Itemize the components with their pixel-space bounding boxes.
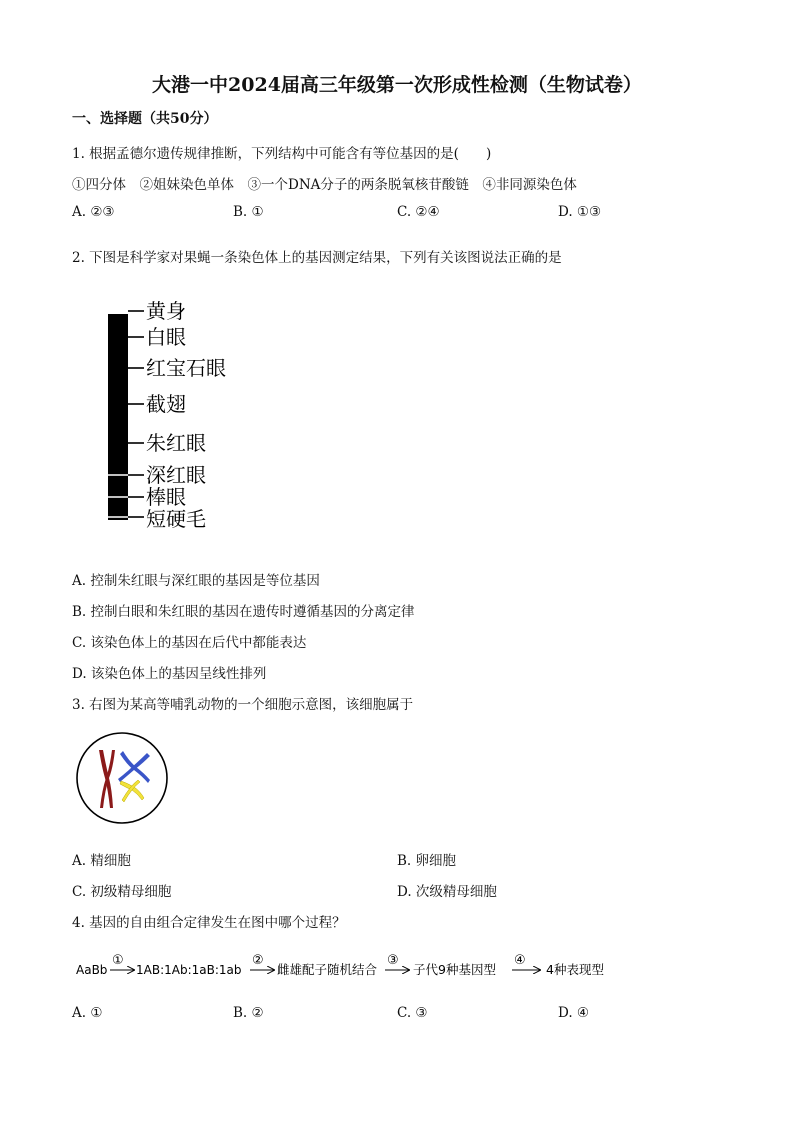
gene-label-ruby-eye: 红宝石眼 [146, 356, 226, 380]
q1-option-b[interactable]: B. ① [233, 204, 264, 220]
gene-label-bar-eye: 棒眼 [146, 485, 186, 509]
gene-label-short-bristle: 短硬毛 [146, 507, 206, 531]
q3-option-a[interactable]: A. 精细胞 [72, 853, 131, 869]
flow-fertilization: 雌雄配子随机结合 [277, 962, 378, 977]
q1-option-d[interactable]: D. ①③ [558, 204, 602, 220]
q1-option-a[interactable]: A. ②③ [72, 204, 115, 220]
q3-option-b[interactable]: B. 卵细胞 [397, 853, 457, 869]
q3-option-c[interactable]: C. 初级精母细胞 [72, 884, 172, 900]
flow-step-3: ③ [387, 953, 399, 968]
gene-label-cut-wing: 截翅 [146, 392, 186, 416]
gene-label-garnet-eye: 深红眼 [146, 463, 206, 487]
q2-stem: 2. 下图是科学家对果蝇一条染色体上的基因测定结果，下列有关该图说法正确的是 [72, 250, 562, 266]
gene-label-white-eye: 白眼 [146, 325, 186, 349]
q2-option-c[interactable]: C. 该染色体上的基因在后代中都能表达 [72, 635, 307, 651]
q1-stem: 1. 根据孟德尔遗传规律推断，下列结构中可能含有等位基因的是( ) [72, 146, 492, 162]
flow-parent-genotype: AaBb [76, 963, 108, 977]
gene-label-vermilion-eye: 朱红眼 [146, 431, 206, 455]
q3-option-d[interactable]: D. 次级精母细胞 [397, 884, 497, 900]
q2-option-a[interactable]: A. 控制朱红眼与深红眼的基因是等位基因 [72, 573, 320, 589]
flow-step-4: ④ [514, 953, 526, 968]
q4-stem: 4. 基因的自由组合定律发生在图中哪个过程？ [72, 915, 346, 931]
flow-phenotypes: 4种表现型 [546, 962, 604, 977]
cell-diagram [72, 728, 172, 828]
flow-step-2: ② [252, 953, 264, 968]
q4-option-c[interactable]: C. ③ [397, 1005, 428, 1021]
q3-stem: 3. 右图为某高等哺乳动物的一个细胞示意图，该细胞属于 [72, 697, 414, 713]
flow-step-1: ① [112, 953, 124, 968]
q4-option-b[interactable]: B. ② [233, 1005, 264, 1021]
q2-option-b[interactable]: B. 控制白眼和朱红眼的基因在遗传时遵循基因的分离定律 [72, 604, 415, 620]
chromosome-bar [108, 314, 128, 520]
page-title: 大港一中2024届高三年级第一次形成性检测（生物试卷） [152, 74, 642, 96]
q1-items: ①四分体 ②姐妹染色单体 ③一个DNA分子的两条脱氧核苷酸链 ④非同源染色体 [72, 177, 577, 193]
flow-genotypes: 子代9种基因型 [413, 962, 496, 977]
q1-option-c[interactable]: C. ②④ [397, 204, 440, 220]
process-flow-diagram [72, 948, 632, 988]
q4-option-d[interactable]: D. ④ [558, 1005, 590, 1021]
q4-option-a[interactable]: A. ① [72, 1005, 103, 1021]
gene-label-yellow-body: 黄身 [146, 299, 186, 323]
flow-gametes: 1AB:1Ab:1aB:1ab [136, 963, 242, 977]
section-heading: 一、选择题（共50分） [72, 111, 218, 127]
chromosome-gene-map [100, 290, 280, 540]
q2-option-d[interactable]: D. 该染色体上的基因呈线性排列 [72, 666, 267, 682]
